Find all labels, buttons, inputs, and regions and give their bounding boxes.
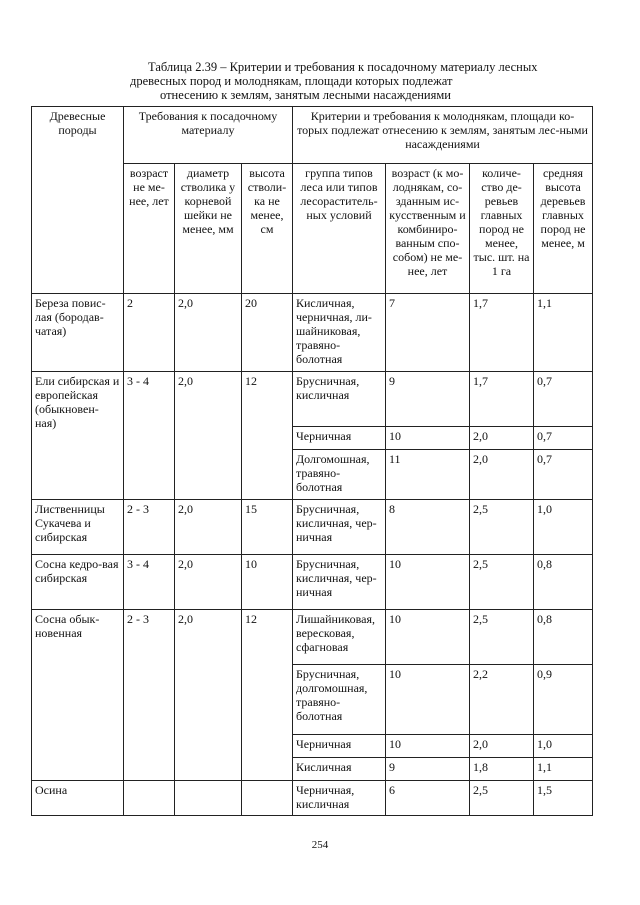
cell-average-height: 1,5 <box>534 781 593 816</box>
cell-average-height: 1,0 <box>534 735 593 758</box>
cell-tree-count: 2,5 <box>470 555 534 610</box>
cell-height: 12 <box>242 372 293 500</box>
cell-tree-count: 1,8 <box>470 758 534 781</box>
cell-species: Лиственницы Сукачева и сибирская <box>32 500 124 555</box>
cell-height: 12 <box>242 610 293 781</box>
cell-tree-count: 1,7 <box>470 372 534 427</box>
cell-average-height: 1,1 <box>534 294 593 372</box>
cell-forest-group: Черничная <box>293 427 386 450</box>
cell-forest-group: Брусничная, долгомошная, травяно-болотная <box>293 665 386 735</box>
cell-diameter: 2,0 <box>175 372 242 500</box>
cell-diameter: 2,0 <box>175 610 242 781</box>
cell-tree-count: 2,0 <box>470 735 534 758</box>
cell-average-height: 0,7 <box>534 372 593 427</box>
cell-diameter: 2,0 <box>175 500 242 555</box>
cell-tree-count: 2,0 <box>470 427 534 450</box>
cell-age: 3 - 4 <box>124 555 175 610</box>
header-planting-requirements: Требования к посадочному материалу <box>124 107 293 164</box>
cell-tree-count: 1,7 <box>470 294 534 372</box>
cell-young-age: 10 <box>386 555 470 610</box>
cell-young-age: 8 <box>386 500 470 555</box>
cell-average-height: 0,7 <box>534 427 593 450</box>
cell-young-age: 10 <box>386 665 470 735</box>
header-average-height: средняя высота деревьев главных пород не менее, м <box>534 164 593 294</box>
table-caption <box>120 60 560 102</box>
criteria-table <box>31 106 593 816</box>
cell-forest-group: Долгомошная, травяно-болотная <box>293 450 386 500</box>
table-header <box>32 107 593 294</box>
caption-line-3: отнесению к землям, занятым лесными насаждениями <box>160 88 451 102</box>
cell-forest-group: Брусничная, кисличная, чер-ничная <box>293 555 386 610</box>
cell-young-age: 10 <box>386 735 470 758</box>
table-row <box>32 372 593 427</box>
cell-young-age: 6 <box>386 781 470 816</box>
cell-young-age: 7 <box>386 294 470 372</box>
cell-height: 20 <box>242 294 293 372</box>
cell-tree-count: 2,0 <box>470 450 534 500</box>
cell-species: Береза повис-лая (бородав-чатая) <box>32 294 124 372</box>
cell-forest-group: Лишайниковая, вересковая, сфагновая <box>293 610 386 665</box>
cell-young-age: 9 <box>386 758 470 781</box>
header-height: высота стволи-ка не менее, см <box>242 164 293 294</box>
cell-tree-count: 2,2 <box>470 665 534 735</box>
caption-line-1: Таблица 2.39 – Критерии и требования к посадочному материалу лесных <box>148 60 538 74</box>
cell-tree-count: 2,5 <box>470 500 534 555</box>
header-young-stand-criteria: Критерии и требования к молоднякам, площади ко-торых подлежат отнесению к землям, занятым лес-ными насаждениями <box>293 107 593 164</box>
cell-species: Сосна обык-новенная <box>32 610 124 781</box>
header-young-age: возраст (к мо-лоднякам, со-зданным ис-кусственным и комбиниро-ванным спо-собом) не ме-нее, лет <box>386 164 470 294</box>
cell-average-height: 1,0 <box>534 500 593 555</box>
header-diameter: диаметр стволика у корневой шейки не менее, мм <box>175 164 242 294</box>
cell-average-height: 0,8 <box>534 555 593 610</box>
table-row <box>32 500 593 555</box>
cell-forest-group: Кисличная, черничная, ли-шайниковая, травяно-болотная <box>293 294 386 372</box>
cell-forest-group: Черничная, кисличная <box>293 781 386 816</box>
header-species: Древесные породы <box>32 107 124 294</box>
cell-young-age: 11 <box>386 450 470 500</box>
caption-line-2: древесных пород и молоднякам, площади которых подлежат <box>130 74 453 88</box>
table-row <box>32 781 593 816</box>
cell-average-height: 0,9 <box>534 665 593 735</box>
table-row <box>32 555 593 610</box>
cell-young-age: 9 <box>386 372 470 427</box>
cell-height <box>242 781 293 816</box>
cell-height: 10 <box>242 555 293 610</box>
cell-species: Ели сибирская и европейская (обыкновен-ная) <box>32 372 124 500</box>
cell-age <box>124 781 175 816</box>
table-row <box>32 610 593 665</box>
cell-species: Осина <box>32 781 124 816</box>
cell-average-height: 0,8 <box>534 610 593 665</box>
cell-average-height: 0,7 <box>534 450 593 500</box>
cell-age: 2 - 3 <box>124 610 175 781</box>
header-forest-group: группа типов леса или типов лесораститель-ных условий <box>293 164 386 294</box>
cell-forest-group: Брусничная, кисличная <box>293 372 386 427</box>
cell-diameter: 2,0 <box>175 555 242 610</box>
cell-young-age: 10 <box>386 610 470 665</box>
cell-average-height: 1,1 <box>534 758 593 781</box>
cell-diameter <box>175 781 242 816</box>
cell-age: 2 <box>124 294 175 372</box>
cell-age: 3 - 4 <box>124 372 175 500</box>
cell-young-age: 10 <box>386 427 470 450</box>
cell-species: Сосна кедро-вая сибирская <box>32 555 124 610</box>
cell-diameter: 2,0 <box>175 294 242 372</box>
cell-forest-group: Брусничная, кисличная, чер-ничная <box>293 500 386 555</box>
cell-forest-group: Черничная <box>293 735 386 758</box>
table-body <box>32 294 593 816</box>
cell-tree-count: 2,5 <box>470 610 534 665</box>
table-row <box>32 294 593 372</box>
header-age: возраст не ме-нее, лет <box>124 164 175 294</box>
cell-tree-count: 2,5 <box>470 781 534 816</box>
page-number: 254 <box>311 839 329 851</box>
cell-height: 15 <box>242 500 293 555</box>
header-tree-count: количе-ство де-ревьев главных пород не менее, тыс. шт. на 1 га <box>470 164 534 294</box>
cell-age: 2 - 3 <box>124 500 175 555</box>
cell-forest-group: Кисличная <box>293 758 386 781</box>
